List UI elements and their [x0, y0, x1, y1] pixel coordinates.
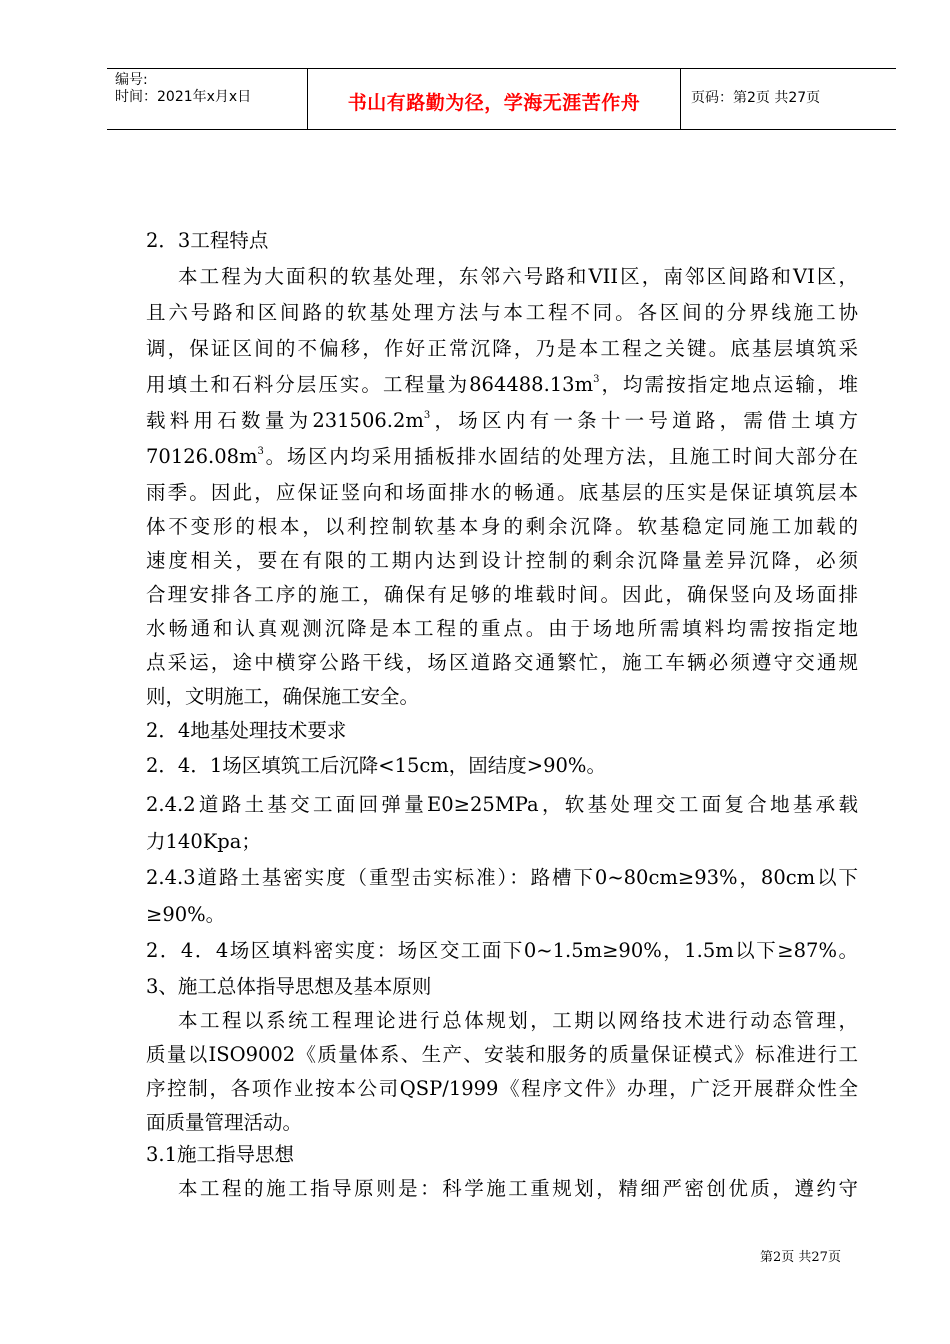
requirement-2-4-2-cont: 力140Kpa；: [146, 830, 261, 853]
header-motto: 书山有路勤为径，学海无涯苦作舟: [347, 92, 641, 114]
paragraph-line: 合理安排各工序的施工，确保有足够的堆载时间。因此，确保竖向及场面排: [146, 583, 858, 606]
paragraph-line: 质量以ISO9002《质量体系、生产、安装和服务的质量保证模式》标准进行工: [146, 1043, 858, 1066]
page-footer-number: 第2页 共27页: [760, 1250, 841, 1265]
paragraph-line: 调，保证区间的不偏移，作好正常沉降，乃是本工程之关键。底基层填筑采: [146, 337, 858, 360]
section-heading-3: 3、施工总体指导思想及基本原则: [146, 975, 432, 998]
paragraph-line: 用填土和石料分层压实。工程量为$864488.13m^3$，均需按指定地点运输，堆: [146, 373, 858, 396]
paragraph-line: 体不变形的根本，以利控制软基本身的剩余沉降。软基稳定同施工加载的: [146, 515, 858, 538]
paragraph-line: 本工程为大面积的软基处理，东邻六号路和VII区，南邻区间路和VI区，: [178, 265, 858, 288]
paragraph-line: 速度相关，要在有限的工期内达到设计控制的剩余沉降量差异沉降，必须: [146, 549, 858, 572]
paragraph-line: 则，文明施工，确保施工安全。: [146, 685, 420, 708]
header-page-number: 页码：第2页 共27页: [691, 90, 821, 106]
paragraph-line: 水畅通和认真观测沉降是本工程的重点。由于场地所需填料均需按指定地: [146, 617, 858, 640]
header-page-cell: [681, 69, 896, 129]
page-header: [107, 68, 896, 130]
paragraph-line: 本工程以系统工程理论进行总体规划，工期以网络技术进行动态管理，: [178, 1009, 858, 1032]
paragraph-line: 面质量管理活动。: [146, 1111, 303, 1134]
header-meta-cell: [107, 69, 308, 129]
paragraph-line: 且六号路和区间路的软基处理方法与本工程不同。各区间的分界线施工协: [146, 301, 858, 324]
requirement-2-4-3-cont: ≥90%。: [146, 903, 226, 926]
document-time-label: 时间：2021年x月x日: [115, 89, 252, 105]
section-heading-3-1: 3.1施工指导思想: [146, 1143, 295, 1166]
paragraph-line: 序控制，各项作业按本公司QSP/1999《程序文件》办理，广泛开展群众性全: [146, 1077, 858, 1100]
document-number-label: 编号:: [115, 72, 148, 88]
paragraph-line: 点采运，途中横穿公路干线，场区道路交通繁忙，施工车辆必须遵守交通规: [146, 651, 858, 674]
requirement-2-4-1: 2．4．1场区填筑工后沉降<15cm，固结度>90%。: [146, 754, 606, 777]
paragraph-line: 载料用石数量为$231506.2m^3$，场区内有一条十一号道路，需借土填方: [146, 409, 858, 432]
paragraph-line: 雨季。因此，应保证竖向和场面排水的畅通。底基层的压实是保证填筑层本: [146, 481, 858, 504]
paragraph-line: $70126.08m^3$。场区内均采用插板排水固结的处理方法，且施工时间大部分在: [146, 445, 858, 468]
requirement-2-4-2: 2.4.2道路土基交工面回弹量E0≥25MPa，软基处理交工面复合地基承载: [146, 793, 858, 816]
paragraph-line: 本工程的施工指导原则是：科学施工重规划，精细严密创优质，遵约守: [178, 1177, 858, 1200]
section-heading-2-4: 2．4地基处理技术要求: [146, 719, 347, 742]
requirement-2-4-3: 2.4.3道路土基密实度（重型击实标准）：路槽下0~80cm≥93%，80cm以下: [146, 866, 858, 889]
section-heading-2-3: 2．3工程特点: [146, 229, 269, 252]
requirement-2-4-4: 2．4．4场区填料密实度：场区交工面下0~1.5m≥90%，1.5m以下≥87%。: [146, 939, 858, 962]
header-motto-cell: [308, 69, 681, 129]
